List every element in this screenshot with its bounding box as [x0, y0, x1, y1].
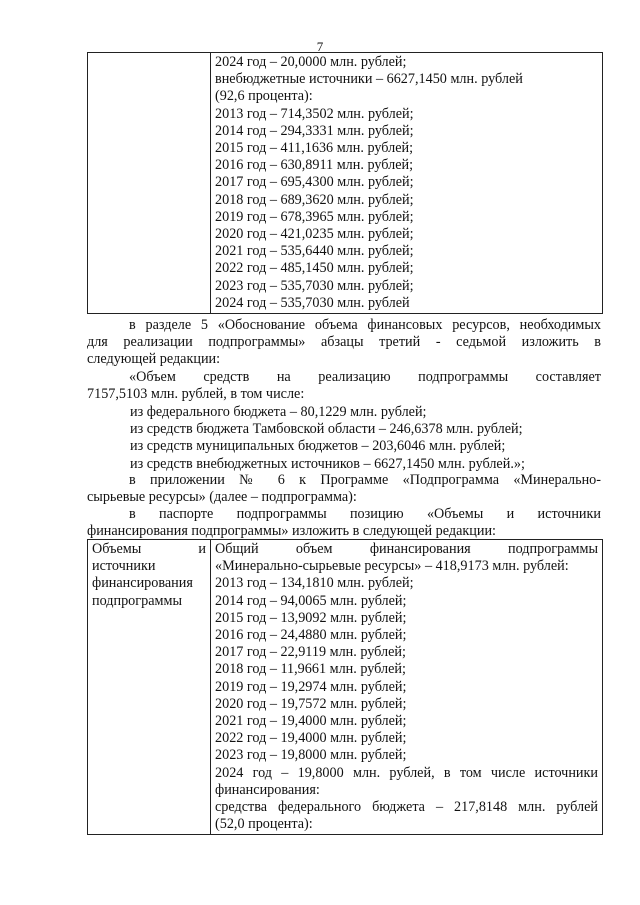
- list-item: из средств бюджета Тамбовской области – 246,6378 млн. рублей;: [130, 421, 523, 438]
- table-line: 2022 год – 485,1450 млн. рублей;: [215, 260, 414, 277]
- passport-funding-table: [87, 539, 603, 835]
- page-number: 7: [316, 39, 324, 54]
- funding-sources-list: [87, 404, 601, 473]
- paragraph-volume: [87, 369, 601, 403]
- paragraph-line: следующей редакции:: [87, 351, 221, 368]
- table-line: (52,0 процента):: [215, 816, 313, 833]
- table-line: финансирования: [92, 575, 193, 592]
- table-line: 2018 год – 689,3620 млн. рублей;: [215, 191, 414, 208]
- paragraph-section5: [87, 317, 601, 369]
- table-line: 2024 год – 535,7030 млн. рублей: [215, 294, 410, 311]
- table-left-cell: [88, 540, 211, 835]
- list-item: из средств внебюджетных источников – 6627,1450 млн. рублей.»;: [130, 455, 525, 472]
- table-line: 2016 год – 630,8911 млн. рублей;: [215, 157, 414, 174]
- paragraph-line: в приложении № 6 к Программе «Подпрограмма «Минерально-: [129, 472, 601, 488]
- table-line: 2014 год – 294,3331 млн. рублей;: [215, 122, 414, 139]
- list-item: из средств муниципальных бюджетов – 203,6046 млн. рублей;: [130, 438, 506, 455]
- list-item: из федерального бюджета – 80,1229 млн. рублей;: [130, 404, 427, 420]
- table-line: 2019 год – 19,2974 млн. рублей;: [215, 678, 407, 695]
- paragraph-appendix6: [87, 472, 601, 506]
- paragraph-line: в паспорте подпрограммы позицию «Объемы и источники: [129, 506, 601, 522]
- table-line: Общий объем финансирования подпрограммы: [215, 541, 598, 557]
- table-line: (92,6 процента):: [215, 88, 313, 105]
- paragraph-line: 7157,5103 млн. рублей, в том числе:: [87, 386, 305, 403]
- table-line: средства федерального бюджета – 217,8148 млн. рублей: [215, 799, 598, 816]
- table-line: 2014 год – 94,0065 млн. рублей;: [215, 592, 407, 609]
- table-line: 2020 год – 421,0235 млн. рублей;: [215, 226, 414, 243]
- table-line: 2019 год – 678,3965 млн. рублей;: [215, 208, 414, 225]
- table-line: источники: [92, 558, 156, 575]
- paragraph-line: «Объем средств на реализацию подпрограммы составляет: [129, 369, 601, 385]
- table-line: 2013 год – 134,1810 млн. рублей;: [215, 575, 414, 592]
- table-line: Объемы и: [92, 541, 206, 557]
- table-line: 2015 год – 411,1636 млн. рублей;: [215, 140, 414, 157]
- table-line: 2022 год – 19,4000 млн. рублей;: [215, 730, 407, 747]
- paragraph-line: в разделе 5 «Обоснование объема финансовых ресурсов, необходимых: [129, 317, 601, 333]
- table-line: 2023 год – 535,7030 млн. рублей;: [215, 277, 414, 294]
- table-line: «Минерально-сырьевые ресурсы» – 418,9173 млн. рублей:: [215, 558, 569, 575]
- table-line: 2015 год – 13,9092 млн. рублей;: [215, 609, 407, 626]
- table-line: 2024 год – 20,0000 млн. рублей;: [215, 54, 407, 70]
- table-line: 2024 год – 19,8000 млн. рублей, в том числе источники: [215, 764, 598, 781]
- table-left-cell-empty: [88, 53, 211, 314]
- table-line: 2017 год – 695,4300 млн. рублей;: [215, 174, 414, 191]
- table-line: подпрограммы: [92, 592, 182, 609]
- table-line: 2016 год – 24,4880 млн. рублей;: [215, 627, 407, 644]
- table-line: 2018 год – 11,9661 млн. рублей;: [215, 661, 406, 678]
- paragraph-line: для реализации подпрограммы» абзацы третий - седьмой изложить в: [87, 334, 601, 351]
- paragraph-line: финансирования подпрограммы» изложить в следующей редакции:: [87, 523, 496, 540]
- funding-table-continued: [87, 52, 603, 314]
- paragraph-line: сырьевые ресурсы» (далее – подпрограмма):: [87, 489, 357, 506]
- table-line: 2020 год – 19,7572 млн. рублей;: [215, 695, 407, 712]
- table-line: 2021 год – 19,4000 млн. рублей;: [215, 713, 407, 730]
- table-line: финансирования:: [215, 781, 320, 798]
- table-line: 2023 год – 19,8000 млн. рублей;: [215, 747, 407, 764]
- table-right-cell: [211, 540, 603, 835]
- table-line: 2017 год – 22,9119 млн. рублей;: [215, 644, 406, 661]
- table-line: 2021 год – 535,6440 млн. рублей;: [215, 243, 414, 260]
- table-line: внебюджетные источники – 6627,1450 млн. рублей: [215, 71, 523, 88]
- paragraph-passport: [87, 506, 601, 540]
- table-line: 2013 год – 714,3502 млн. рублей;: [215, 105, 414, 122]
- table-right-cell: [211, 53, 603, 314]
